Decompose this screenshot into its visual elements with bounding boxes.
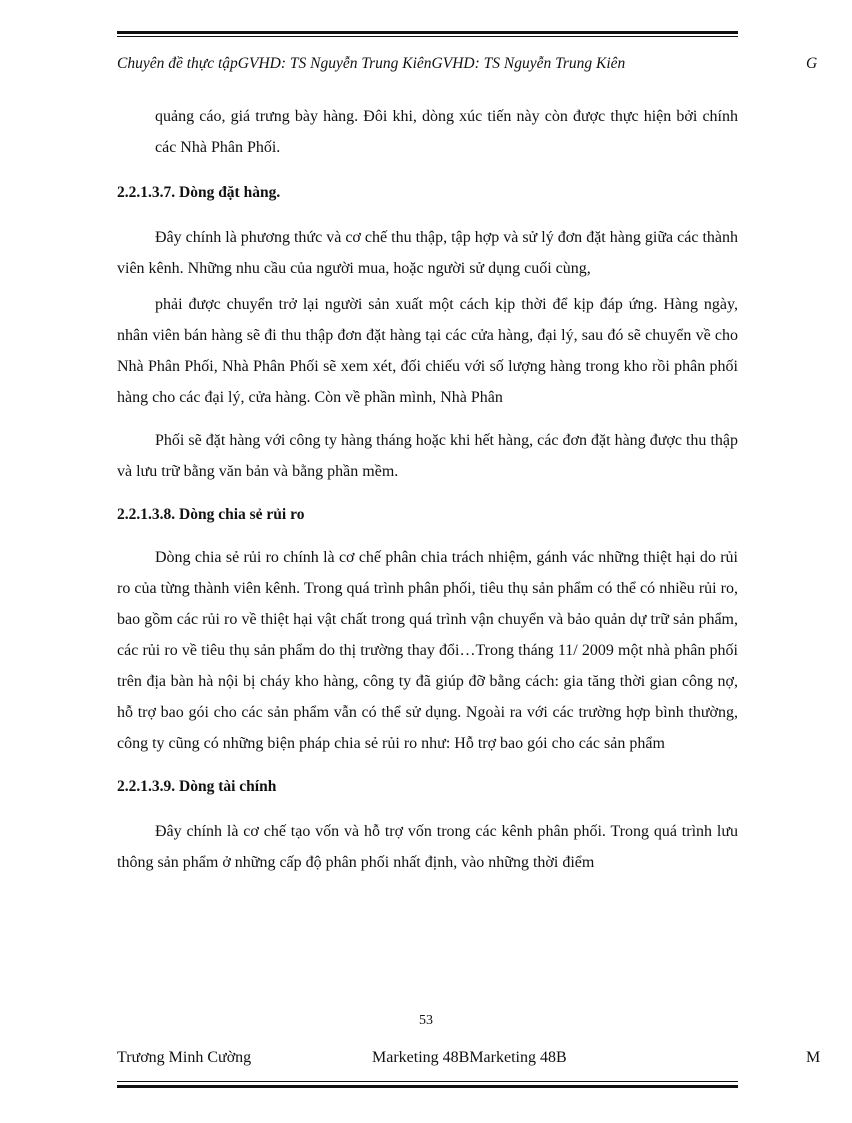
footer-author: Trương Minh Cường: [117, 1049, 252, 1066]
paragraph-continuation: quảng cáo, giá trưng bày hàng. Đôi khi, dòng xúc tiến này còn được thực hiện bởi chính các Nhà Phân Phối.: [155, 108, 738, 156]
section-heading-dong-chia-se-rui-ro: 2.2.1.3.8. Dòng chia sẻ rủi ro: [117, 506, 305, 523]
page-body: [117, 101, 738, 878]
section-heading-dong-dat-hang: 2.2.1.3.7. Dòng đặt hàng.: [117, 184, 281, 201]
paragraph: Đây chính là phương thức và cơ chế thu thập, tập hợp và sử lý đơn đặt hàng giữa các thành viên kênh. Những nhu cầu của người mua, hoặc người sử dụng cuối cùng,: [117, 229, 738, 277]
footer-class: Marketing 48BMarketing 48B: [372, 1049, 567, 1066]
footer-overflow: M: [806, 1049, 821, 1066]
running-header: Chuyên đề thực tậpGVHD: TS Nguyễn Trung KiênGVHD: TS Nguyễn Trung Kiên: [117, 55, 626, 72]
section-heading-dong-tai-chinh: 2.2.1.3.9. Dòng tài chính: [117, 778, 277, 795]
paragraph: Đây chính là cơ chế tạo vốn và hỗ trợ vốn trong các kênh phân phối. Trong quá trình lưu thông sản phẩm ở những cấp độ phân phối nhất định, vào những thời điểm: [117, 823, 738, 871]
paragraph: Dòng chia sẻ rủi ro chính là cơ chế phân chia trách nhiệm, gánh vác những thiệt hại do rủi ro của từng thành viên kênh. Trong quá trình phân phối, tiêu thụ sản phẩm có thể có nhiều rủi ro, bao gồm các rủi ro về thiệt hại vật chất trong quá trình vận chuyển và bảo quản dự trữ sản phẩm, các rủi ro về tiêu thụ sản phẩm do thị trường thay đổi…Trong tháng 11/ 2009 một nhà phân phối trên địa bàn hà nội bị cháy kho hàng, công ty đã giúp đỡ bằng cách: gia tăng thời gian công nợ, hỗ trợ bao gói cho các sản phẩm vẫn có thể sử dụng. Ngoài ra với các trường hợp bình thường, công ty cũng có những biện pháp chia sẻ rủi ro như: Hỗ trợ bao gói cho các sản phẩm: [117, 549, 738, 752]
header-rule-thin: [117, 36, 738, 37]
footer-rule-thick: [117, 1085, 738, 1088]
footer-rule-thin: [117, 1081, 738, 1082]
paragraph: phải được chuyển trở lại người sản xuất một cách kịp thời để kịp đáp ứng. Hàng ngày, nhân viên bán hàng sẽ đi thu thập đơn đặt hàng tại các cửa hàng, đại lý, sau đó sẽ chuyển về cho Nhà Phân Phối, Nhà Phân Phối sẽ xem xét, đối chiếu với số lượng hàng trong kho rồi phân phối hàng cho các đại lý, cửa hàng. Còn về phần mình, Nhà Phân: [117, 296, 738, 406]
page-number: 53: [419, 1013, 433, 1028]
header-rule-thick: [117, 31, 738, 34]
paragraph: Phối sẽ đặt hàng với công ty hàng tháng hoặc khi hết hàng, các đơn đặt hàng được thu thập và lưu trữ bằng văn bản và bằng phần mềm.: [117, 432, 738, 480]
running-header-overflow: G: [806, 55, 818, 72]
